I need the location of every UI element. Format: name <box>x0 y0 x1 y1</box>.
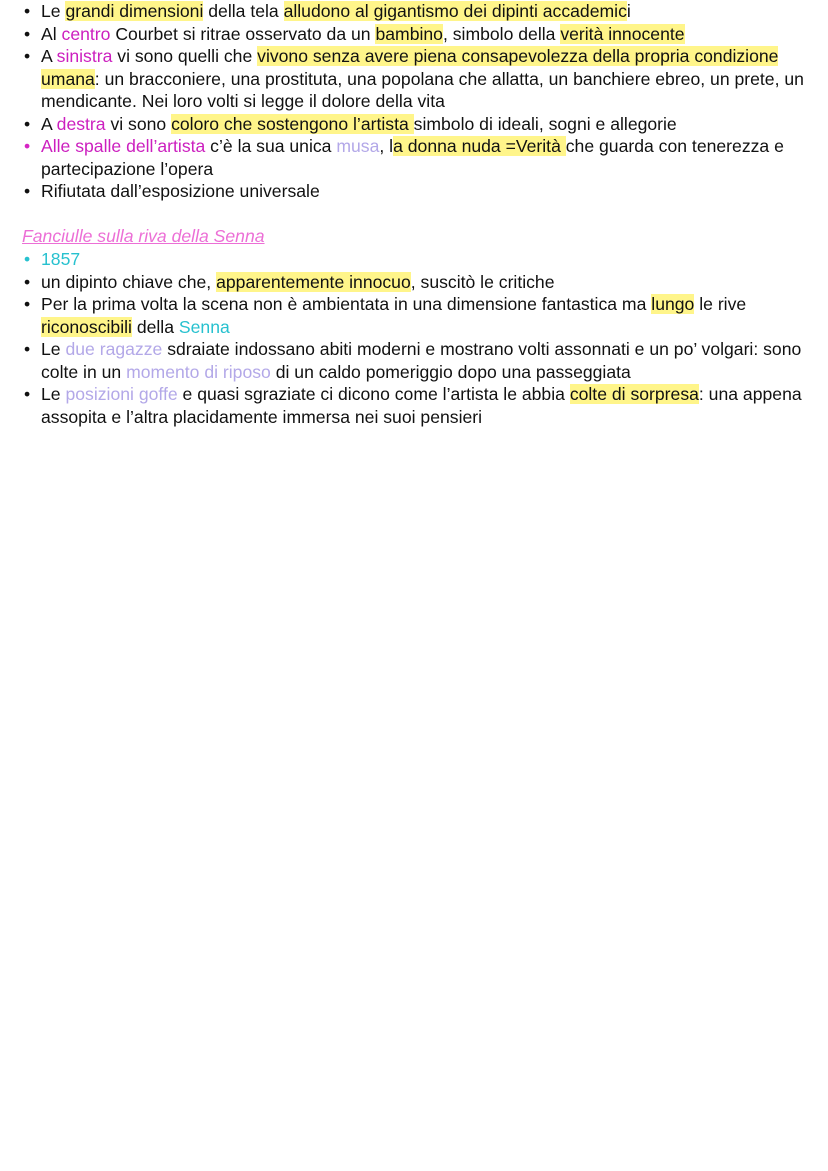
bullet-icon: • <box>24 23 31 44</box>
text-run: Le <box>41 384 66 404</box>
colored-text: Alle spalle dell’artista <box>41 136 206 156</box>
colored-text: 1857 <box>41 249 81 269</box>
bullet-icon: • <box>24 271 31 292</box>
highlighted-text: apparentemente innocuo <box>216 271 411 292</box>
text-run: un dipinto chiave che, <box>41 271 217 292</box>
highlighted-text: alludono al gigantismo dei dipinti accademic <box>283 1 627 21</box>
text-run: simbolo di ideali, sogni e allegorie <box>413 113 677 134</box>
list-item <box>22 338 812 383</box>
colored-text: destra <box>56 113 106 134</box>
bullet-icon: • <box>24 249 31 269</box>
text-run: Le <box>41 339 66 359</box>
colored-text: musa <box>336 136 380 156</box>
text-run: vi sono quelli che <box>112 46 258 66</box>
text-run: che guarda con tenerezza e partecipazione l’opera <box>41 136 784 179</box>
text-run: sdraiate indossano abiti moderni e mostrano volti assonnati e un po’ volgari: sono colte in un <box>41 339 802 382</box>
list-item <box>22 0 812 23</box>
colored-text: Senna <box>178 316 230 337</box>
fanciulle-notes <box>22 248 812 428</box>
courbet-atelier-notes <box>22 0 812 203</box>
text-run: vi sono <box>105 113 172 134</box>
highlighted-text: coloro che sostengono l’artista <box>171 113 414 134</box>
list-item <box>22 135 812 180</box>
highlighted-text: lungo <box>651 294 695 314</box>
text-run: della tela <box>203 1 284 21</box>
colored-text: sinistra <box>56 46 113 66</box>
list-item <box>22 23 812 46</box>
colored-text: momento di riposo <box>126 361 271 382</box>
text-run: Courbet si ritrae osservato da un <box>110 23 376 44</box>
text-run: Al <box>41 23 62 44</box>
text-run: , l <box>379 136 394 156</box>
list-item <box>22 113 812 136</box>
text-run: : una appena assopita e l’altra placidamente immersa nei suoi pensieri <box>41 384 802 427</box>
text-run: , simbolo della <box>442 23 561 44</box>
list-item <box>22 293 812 338</box>
list-item <box>22 383 812 428</box>
text-run: A <box>41 113 57 134</box>
list-item <box>22 45 812 113</box>
highlighted-text: colte di sorpresa <box>569 384 699 404</box>
highlighted-text: vivono senza avere piena consapevolezza della propria condizione umana <box>41 46 779 89</box>
text-run: , suscitò le critiche <box>410 271 555 292</box>
bullet-icon: • <box>24 339 31 359</box>
bullet-icon: • <box>24 384 31 404</box>
text-run: le rive <box>694 294 747 314</box>
bullet-icon: • <box>24 136 31 156</box>
highlighted-text: riconoscibili <box>41 316 132 337</box>
text-run: c’è la sua unica <box>205 136 337 156</box>
colored-text: centro <box>61 23 111 44</box>
text-run: Rifiutata dall’esposizione universale <box>41 181 320 201</box>
list-item <box>22 271 812 294</box>
text-run: Per la prima volta la scena non è ambientata in una dimensione fantastica ma <box>41 294 652 314</box>
bullet-icon: • <box>24 113 31 134</box>
text-run: : un bracconiere, una prostituta, una popolana che allatta, un banchiere ebreo, un prete, un mendicante. Nei loro volti si legge il dolore della vita <box>41 68 804 111</box>
bullet-icon: • <box>24 294 31 314</box>
bullet-icon: • <box>24 181 31 201</box>
bullet-icon: • <box>24 46 31 66</box>
text-run: A <box>41 46 57 66</box>
section-title: Fanciulle sulla riva della Senna <box>22 226 265 246</box>
highlighted-text: bambino <box>375 23 443 44</box>
highlighted-text: a donna nuda =Verità <box>393 136 566 156</box>
text-run: e quasi sgraziate ci dicono come l’artista le abbia <box>177 384 570 404</box>
text-run: di un caldo pomeriggio dopo una passeggiata <box>270 361 631 382</box>
list-item <box>22 248 812 271</box>
bullet-icon: • <box>24 1 31 21</box>
text-run: Le <box>41 1 66 21</box>
colored-text: posizioni goffe <box>65 384 178 404</box>
text-run: i <box>626 1 631 21</box>
list-item <box>22 180 812 203</box>
highlighted-text: verità innocente <box>560 23 685 44</box>
text-run: della <box>131 316 179 337</box>
highlighted-text: grandi dimensioni <box>65 1 204 21</box>
colored-text: due ragazze <box>65 339 163 359</box>
